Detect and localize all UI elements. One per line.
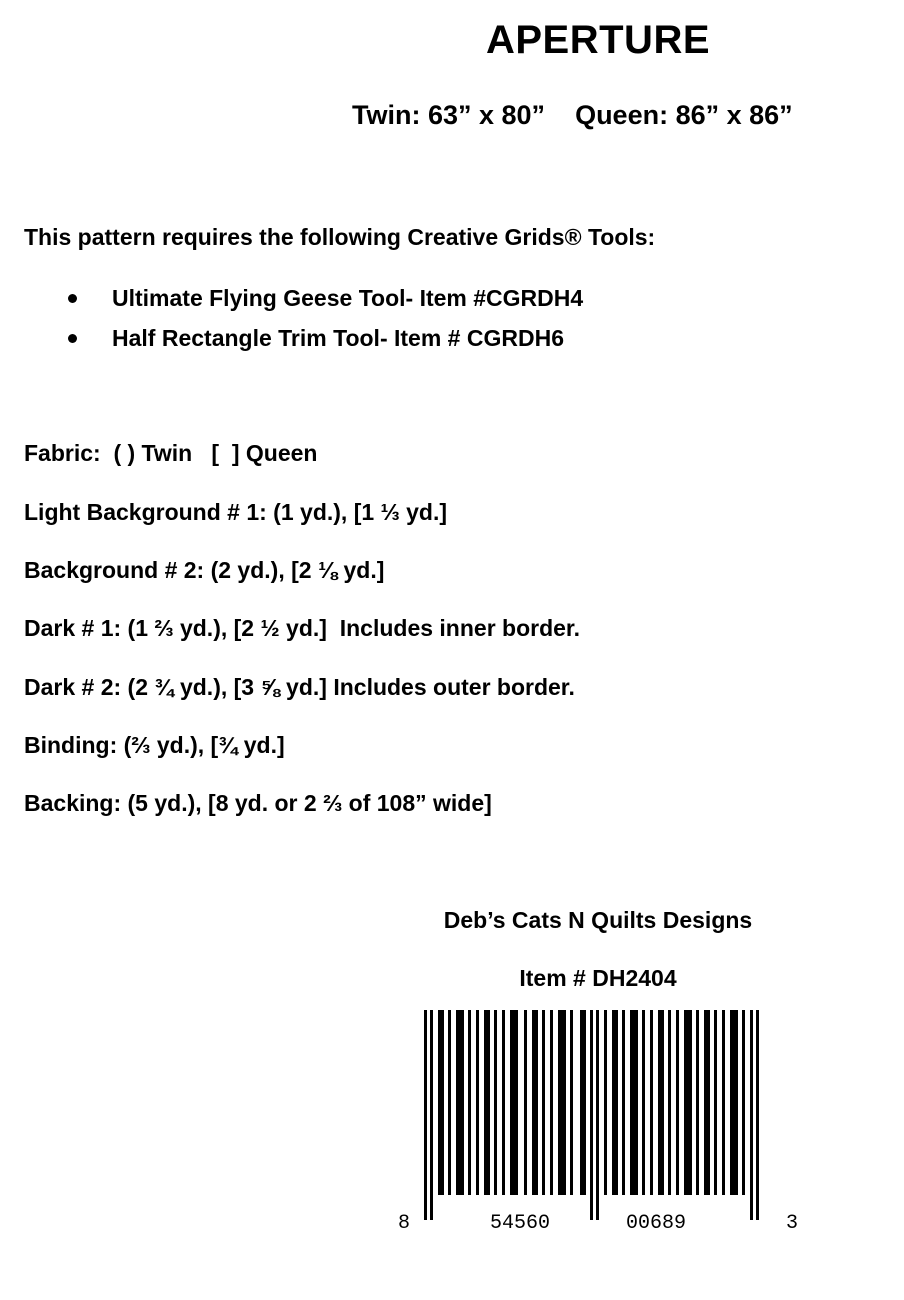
barcode-bar: [430, 1010, 433, 1220]
barcode-bar: [524, 1010, 527, 1195]
barcode-bar: [658, 1010, 664, 1195]
tool-label: Ultimate Flying Geese Tool- Item #CGRDH4: [112, 285, 584, 311]
barcode-bar: [476, 1010, 479, 1195]
barcode-bar: [730, 1010, 738, 1195]
barcode-digit: 54560: [489, 1212, 551, 1235]
barcode-digit: 8: [397, 1212, 411, 1235]
tool-label: Half Rectangle Trim Tool- Item # CGRDH6: [112, 325, 564, 351]
barcode-bar: [448, 1010, 451, 1195]
barcode-digit: 3: [785, 1212, 799, 1235]
pattern-title: APERTURE: [485, 18, 711, 62]
barcode-bar: [502, 1010, 505, 1195]
barcode-bar: [542, 1010, 545, 1195]
fabric-requirement: Dark # 2: (2 ¾ yd.), [3 ⅝ yd.] Includes outer border.: [24, 674, 575, 700]
bullet-icon: [68, 334, 77, 343]
barcode-bar: [704, 1010, 710, 1195]
barcode-bar: [676, 1010, 679, 1195]
fabric-requirement: Dark # 1: (1 ⅔ yd.), [2 ½ yd.] Includes inner border.: [24, 615, 580, 641]
barcode-bar: [696, 1010, 699, 1195]
barcode-bar: [714, 1010, 717, 1195]
list-item: [66, 283, 583, 323]
barcode-bar: [642, 1010, 645, 1195]
barcode-bar: [622, 1010, 625, 1195]
barcode-bar: [742, 1010, 745, 1195]
barcode-bar: [550, 1010, 553, 1195]
barcode-bar: [510, 1010, 518, 1195]
item-number: Item # DH2404: [519, 965, 677, 991]
barcode-bar: [612, 1010, 618, 1195]
barcode-bar: [684, 1010, 692, 1195]
bullet-icon: [68, 294, 77, 303]
barcode-bar: [580, 1010, 586, 1195]
quilt-sizes: Twin: 63” x 80” Queen: 86” x 86”: [352, 100, 793, 130]
barcode-bar: [590, 1010, 593, 1220]
barcode-digit: 00689: [625, 1212, 687, 1235]
barcode-bar: [596, 1010, 599, 1220]
barcode-bar: [756, 1010, 759, 1220]
fabric-requirement: Light Background # 1: (1 yd.), [1 ⅓ yd.]: [24, 499, 447, 525]
fabric-requirement: Backing: (5 yd.), [8 yd. or 2 ⅔ of 108” wide]: [24, 790, 492, 816]
barcode-bar: [484, 1010, 490, 1195]
barcode-bar: [456, 1010, 464, 1195]
barcode-bars: [424, 1010, 759, 1220]
barcode-bar: [604, 1010, 607, 1195]
fabric-requirement: Binding: (⅔ yd.), [¾ yd.]: [24, 732, 285, 758]
tools-list: [66, 283, 583, 363]
barcode-bar: [468, 1010, 471, 1195]
barcode-bar: [558, 1010, 566, 1195]
barcode-bar: [668, 1010, 671, 1195]
list-item: [66, 323, 583, 363]
barcode-bar: [532, 1010, 538, 1195]
fabric-header: Fabric: ( ) Twin [ ] Queen: [24, 440, 318, 466]
barcode-bar: [750, 1010, 753, 1220]
barcode: [384, 1010, 814, 1240]
company-name: Deb’s Cats N Quilts Designs: [443, 907, 753, 933]
barcode-bar: [630, 1010, 638, 1195]
barcode-bar: [722, 1010, 725, 1195]
fabric-requirement: Background # 2: (2 yd.), [2 ⅛ yd.]: [24, 557, 385, 583]
barcode-bar: [438, 1010, 444, 1195]
barcode-bar: [494, 1010, 497, 1195]
barcode-bar: [424, 1010, 427, 1220]
barcode-bar: [570, 1010, 573, 1195]
tools-intro: This pattern requires the following Creative Grids® Tools:: [24, 224, 656, 250]
barcode-bar: [650, 1010, 653, 1195]
